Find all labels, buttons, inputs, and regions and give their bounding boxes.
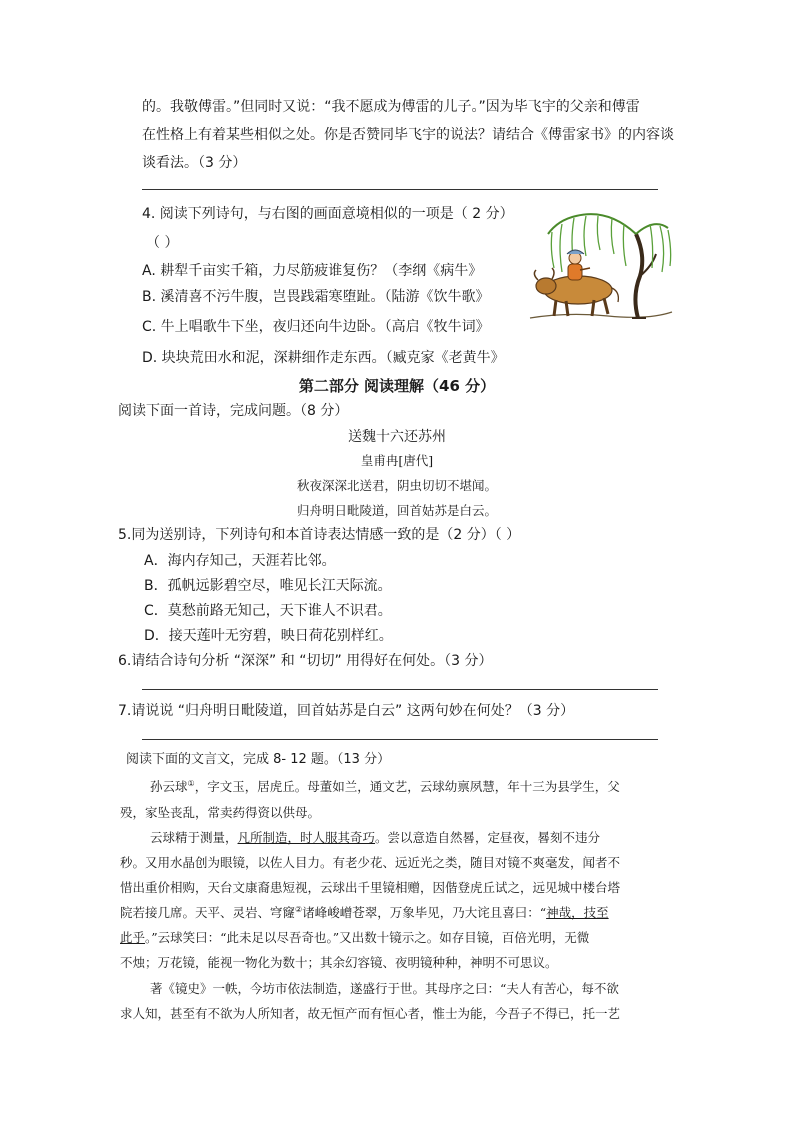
q5-option-d: D．接天莲叶无穷碧，映日荷花别样红。 (144, 628, 393, 644)
q3-answer-line (142, 189, 658, 190)
q4-stem: 4. 阅读下列诗句，与右图的画面意境相似的一项是（ 2 分） (142, 206, 514, 222)
q3-line-3: 谈看法。（3 分） (142, 155, 247, 171)
q5-option-a: A．海内存知己，天涯若比邻。 (144, 553, 336, 569)
q6-answer-line (142, 689, 658, 690)
poem-intro: 阅读下面一首诗，完成问题。（8 分） (118, 403, 349, 419)
q4-option-b: B. 溪清喜不污牛腹，岂畏践霜寒堕趾。（陆游《饮牛歌》 (142, 289, 490, 305)
poem-line-2: 归舟明日毗陵道，回首姑苏是白云。 (296, 503, 497, 518)
classical-p2-line2: 秒。又用水晶创为眼镜，以佐人目力。有老少花、远近光之类，随目对镜不爽毫发，闻者不 (120, 855, 621, 870)
q4-option-a: A. 耕犁千亩实千箱，力尽筋疲谁复伤？（李纲《病牛》 (142, 263, 483, 279)
q5-option-b: B．孤帆远影碧空尽，唯见长江天际流。 (144, 578, 392, 594)
classical-p3-line2: 求人知，甚至有不欲为人所知者，故无恒产而有恒心者，惟士为能，今吾子不得已，托一艺 (120, 1006, 621, 1021)
footnote-mark-1: ① (187, 778, 195, 788)
q4-option-d: D. 块块荒田水和泥，深耕细作走东西。（臧克家《老黄牛》 (142, 350, 505, 366)
q4-option-c: C. 牛上唱歌牛下坐，夜归还向牛边卧。（高启《牧牛词》 (142, 319, 490, 335)
poem-author: 皇甫冉[唐代] (360, 453, 434, 468)
classical-intro: 阅读下面的文言文，完成 8- 12 题。（13 分） (126, 752, 391, 767)
classical-p2-line1: 云球精于测量，凡所制造，时人服其奇巧。尝以意造自然晷，定昼夜，晷刻不违分 (150, 830, 601, 845)
classical-p1-line1: 孙云球①，字文玉，居虎丘。母董如兰，通文艺，云球幼禀夙慧，年十三为县学生，父 (150, 778, 620, 794)
q5-option-c: C．莫愁前路无知己，天下谁人不识君。 (144, 603, 392, 619)
part-two-heading: 第二部分 阅读理解（46 分） (298, 377, 496, 395)
classical-p2-line4: 院若接几席。天平、灵岩、穹窿②诸峰峻嶒苍翠，万象毕见，乃大诧且喜曰：“神哉，技至 (120, 904, 609, 920)
classical-p1-line2: 殁，家坠丧乱，常卖药得资以供母。 (120, 805, 321, 820)
poem-title: 送魏十六还苏州 (348, 429, 446, 445)
q7-stem: 7.请说说 “归舟明日毗陵道，回首姑苏是白云” 这两句妙在何处？（3 分） (118, 703, 575, 719)
classical-p2-line3: 惜出重价相购，天台文康裔患短视，云球出千里镜相赠，因偕登虎丘试之，远见城中楼台塔 (120, 880, 621, 895)
q3-line-1: 的。我敬傅雷。”但同时又说：“我不愿成为傅雷的儿子。”因为毕飞宇的父亲和傅雷 (142, 99, 640, 115)
footnote-mark-2: ② (295, 904, 303, 914)
boy-riding-ox-illustration-icon (528, 206, 674, 326)
classical-p3-line1: 著《镜史》一帙，今坊市依法制造，遂盛行于世。其母序之曰：“夫人有苦心，每不欲 (150, 981, 619, 996)
q4-answer-paren: （ ） (146, 235, 179, 251)
q6-stem: 6.请结合诗句分析 “深深” 和 “切切” 用得好在何处。（3 分） (118, 653, 493, 669)
q7-answer-line (142, 739, 658, 740)
q3-line-2: 在性格上有着某些相似之处。你是否赞同毕飞宇的说法？请结合《傅雷家书》的内容谈 (142, 127, 674, 143)
underlined-sentence-2b: 此乎 (120, 930, 146, 945)
classical-p2-line6: 不烛；万花镜，能视一物化为数十；其余幻容镜、夜明镜种种，神明不可思议。 (120, 955, 558, 970)
q5-stem: 5.同为送别诗，下列诗句和本首诗表达情感一致的是（2 分）（ ） (118, 527, 521, 543)
poem-line-1: 秋夜深深北送君，阴虫切切不堪闻。 (296, 478, 497, 493)
underlined-sentence-1: 凡所制造，时人服其奇巧 (237, 830, 376, 845)
underlined-sentence-2a: 神哉，技至 (546, 905, 609, 920)
classical-p2-line5: 此乎。”云球笑曰：“此未足以尽吾奇也。”又出数十镜示之。如存目镜，百倍光明，无微 (120, 930, 590, 945)
